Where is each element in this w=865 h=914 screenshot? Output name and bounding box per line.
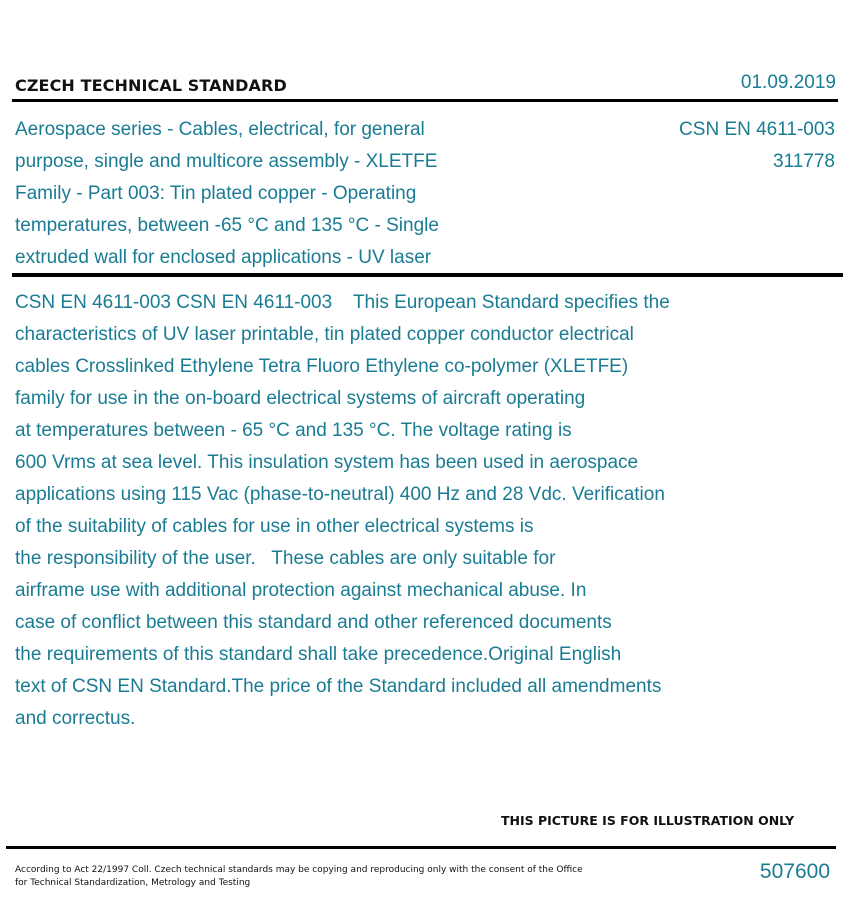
legal-notice (15, 864, 615, 890)
description-line: airframe use with additional protection against mechanical abuse. In (15, 580, 587, 601)
title-line: extruded wall for enclosed applications - UV laser (15, 247, 432, 268)
title-divider (12, 273, 843, 277)
description-line: and correctus. (15, 708, 136, 729)
standard-description (15, 287, 775, 735)
catalog-number: 311778 (773, 151, 835, 172)
description-line: of the suitability of cables for use in other electrical systems is (15, 516, 534, 537)
legal-notice-line: for Technical Standardization, Metrology and Testing (15, 878, 251, 888)
description-line: at temperatures between - 65 °C and 135 °C. The voltage rating is (15, 420, 572, 441)
standard-identifiers (679, 114, 835, 178)
header-divider (12, 99, 838, 102)
description-line: applications using 115 Vac (phase-to-neutral) 400 Hz and 28 Vdc. Verification (15, 484, 665, 505)
description-line: family for use in the on-board electrical systems of aircraft operating (15, 388, 586, 409)
legal-notice-line: According to Act 22/1997 Coll. Czech technical standards may be copying and reproducing only with the consent of the Office (15, 865, 583, 875)
footer-divider (6, 846, 836, 849)
description-line: case of conflict between this standard and other referenced documents (15, 612, 612, 633)
illustration-disclaimer: THIS PICTURE IS FOR ILLUSTRATION ONLY (501, 813, 795, 828)
description-line: text of CSN EN Standard.The price of the Standard included all amendments (15, 676, 662, 697)
description-line: the responsibility of the user. These cables are only suitable for (15, 548, 556, 569)
footer-number: 507600 (759, 860, 830, 883)
title-line: Aerospace series - Cables, electrical, for general (15, 119, 425, 140)
title-line: purpose, single and multicore assembly - XLETFE (15, 151, 438, 172)
title-line: Family - Part 003: Tin plated copper - Operating (15, 183, 417, 204)
standard-code: CSN EN 4611-003 (679, 119, 835, 140)
title-line: temperatures, between -65 °C and 135 °C - Single (15, 215, 439, 236)
description-line: characteristics of UV laser printable, tin plated copper conductor electrical (15, 324, 634, 345)
description-line: CSN EN 4611-003 CSN EN 4611-003 This European Standard specifies the (15, 292, 670, 313)
description-line: cables Crosslinked Ethylene Tetra Fluoro Ethylene co-polymer (XLETFE) (15, 356, 629, 377)
description-line: the requirements of this standard shall take precedence.Original English (15, 644, 622, 665)
standard-title (15, 114, 515, 274)
publication-date: 01.09.2019 (740, 72, 836, 93)
description-line: 600 Vrms at sea level. This insulation system has been used in aerospace (15, 452, 639, 473)
document-type-label: CZECH TECHNICAL STANDARD (15, 76, 287, 95)
